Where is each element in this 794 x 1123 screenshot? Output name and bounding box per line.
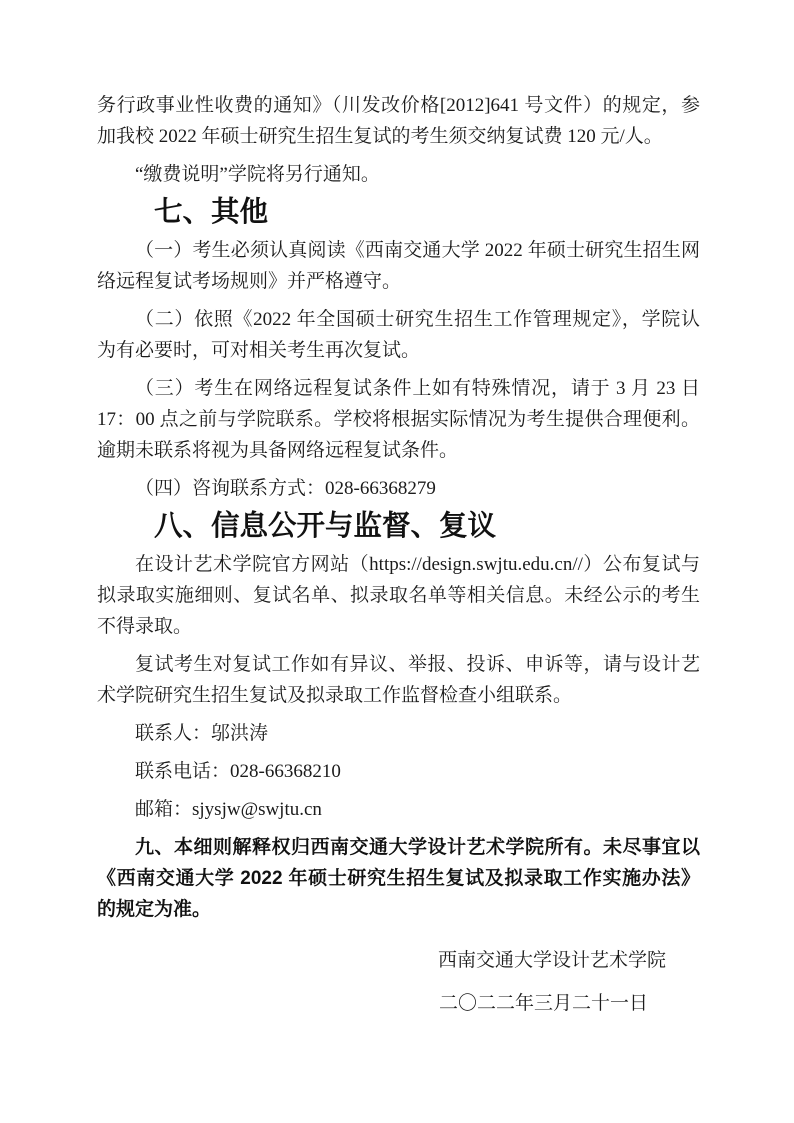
para-seven-item-2-re-interview: （二）依照《2022 年全国硕士研究生招生工作管理规定》，学院认为有必要时，可对相关考生再次复试。 xyxy=(97,309,700,361)
para-seven-item-3-special-cases: （三）考生在网络远程复试条件上如有特殊情况，请于 3 月 23 日 17：00 点之前与学院联系。学校将根据实际情况为考生提供合理便利。逾期未联系将视为具备网络远程复试条件。 xyxy=(97,378,700,461)
para-nine-interpretation-rights: 九、本细则解释权归西南交通大学设计艺术学院所有。未尽事宜以《西南交通大学 2022 年硕士研究生招生复试及拟录取工作实施办法》的规定为准。 xyxy=(97,837,700,920)
para-fee-regulation-continuation: 务行政事业性收费的通知》（川发改价格[2012]641 号文件）的规定，参加我校 2022 年硕士研究生招生复试的考生须交纳复试费 120 元/人。 xyxy=(97,95,700,147)
signature-organization: 西南交通大学设计艺术学院 xyxy=(437,950,666,971)
signature-date: 二〇二二年三月二十一日 xyxy=(438,993,648,1014)
para-payment-note: “缴费说明”学院将另行通知。 xyxy=(135,164,380,185)
para-seven-item-1-exam-rules: （一）考生必须认真阅读《西南交通大学 2022 年硕士研究生招生网络远程复试考场规则》并严格遵守。 xyxy=(97,240,700,292)
contact-phone-line: 联系电话：028-66368210 xyxy=(135,761,341,782)
heading-section-eight-disclosure-supervision: 八、信息公开与监督、复议 xyxy=(154,510,497,542)
para-seven-item-4-consult-phone: （四）咨询联系方式：028-66368279 xyxy=(135,478,436,499)
heading-section-seven-others: 七、其他 xyxy=(154,196,269,228)
signature-block xyxy=(97,945,700,1019)
contact-person-line: 联系人：邬洪涛 xyxy=(135,723,269,744)
para-eight-appeal-channel: 复试考生对复试工作如有异议、举报、投诉、申诉等，请与设计艺术学院研究生招生复试及拟录取工作监督检查小组联系。 xyxy=(97,654,700,706)
para-eight-website-publish: 在设计艺术学院官方网站（https://design.swjtu.edu.cn//）公布复试与拟录取实施细则、复试名单、拟录取名单等相关信息。未经公示的考生不得录取。 xyxy=(97,554,700,637)
contact-email-line: 邮箱：sjysjw@swjtu.cn xyxy=(135,799,322,820)
